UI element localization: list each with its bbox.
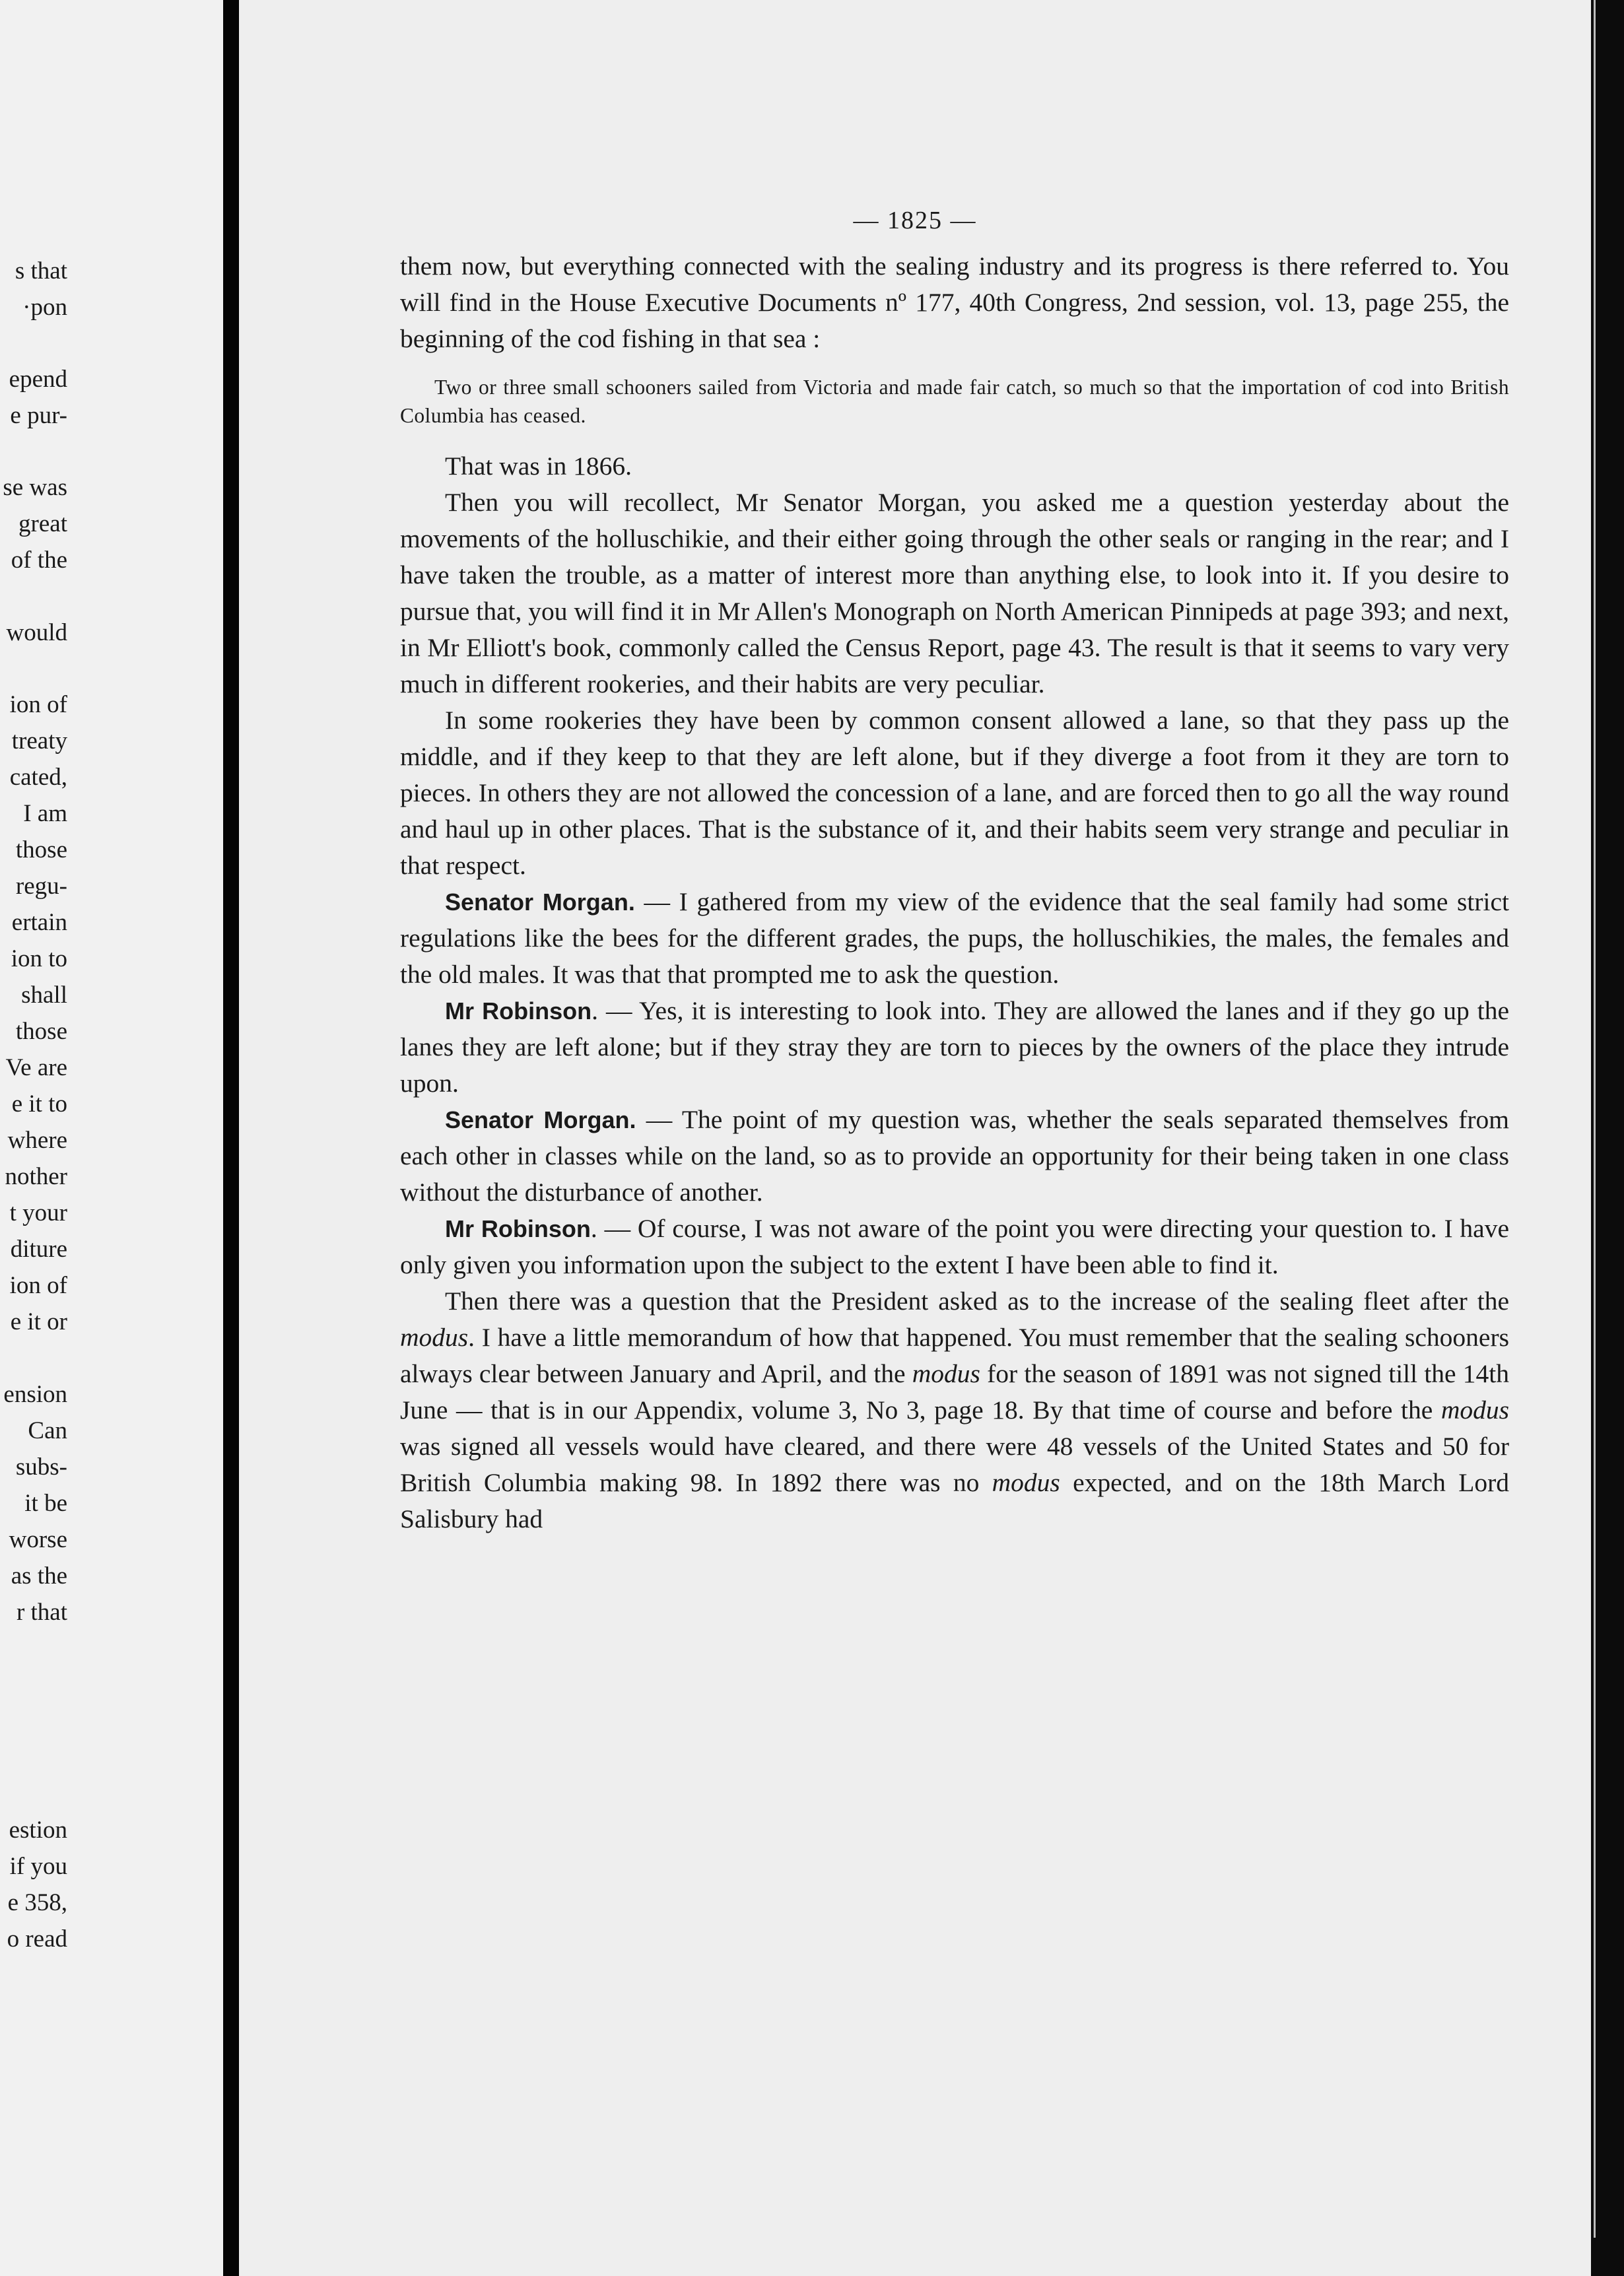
text-run: . I have a little memorandum of how that happened. You must remember that the sealing schooners always clear between January and April, and the — [400, 1323, 1509, 1388]
book-gutter — [223, 0, 239, 2276]
left-page-fragment — [0, 0, 223, 2276]
text-run: Then you will recollect, Mr Senator Morgan, you asked me a question yesterday about the movements of the holluschikie, and their either going through the other seals or ranging in the rear; and I have taken the trouble, as a matter of interest more than anything else, to look into it. If you desire to pursue that, you will find it in Mr Allen's Monograph on North American Pinnipeds at page 393; and next, in Mr Elliott's book, commonly called the Census Report, page 43. The result is that it seems to vary very much in different rookeries, and their habits are very peculiar. — [400, 488, 1509, 698]
paragraph — [400, 993, 1509, 1102]
left-page-line: would — [6, 619, 67, 646]
paragraph — [400, 1283, 1509, 1537]
paragraph — [400, 485, 1509, 702]
speaker-name: Mr Robinson — [445, 997, 592, 1024]
paragraph — [400, 248, 1509, 357]
left-page-line: those — [15, 836, 67, 863]
paragraph — [400, 702, 1509, 884]
text-run: them now, but everything connected with the sealing industry and its progress is there referred to. You will find in the House Executive Documents nº 177, 40th Congress, 2nd session, vol. 13, page 255, the beginning of the cod fishing in that sea : — [400, 251, 1509, 353]
left-page-line: regu- — [15, 873, 67, 900]
text-run: — I gathered from my view of the evidence that the seal family had some strict regulations like the bees for the different grades, the pups, the holluschikies, the males, the females and the old males. It was that that prompted me to ask the question. — [400, 887, 1510, 989]
left-page-line: as the — [11, 1562, 67, 1590]
left-page-line: I am — [23, 800, 67, 827]
left-page-line: great — [18, 510, 67, 537]
left-page-line: s that — [15, 257, 67, 284]
text-run: was signed all vessels would have cleared, and there were 48 vessels of the United States and 50 for British Columbia making 98. In 1892 there was no — [400, 1432, 1509, 1497]
left-page-line: diture — [10, 1236, 67, 1263]
left-page-line: of the — [11, 547, 67, 574]
text-run: . — Yes, it is interesting to look into. They are allowed the lanes and if they go up the lanes they are left alone; but if they stray they are torn to pieces by the owners of the place they intrude upon. — [400, 996, 1509, 1098]
italic-term: modus — [400, 1323, 469, 1352]
text-run: That was in 1866. — [445, 452, 632, 481]
left-page-line: if you — [9, 1853, 67, 1880]
paragraph — [400, 884, 1509, 993]
text-run: — The point of my question was, whether the seals separated themselves from each other in classes while on the land, so as to provide an opportunity for their being taken in one class without the disturbance of another. — [400, 1105, 1510, 1207]
left-page-line: e it or — [10, 1308, 67, 1335]
left-page-line: nother — [5, 1163, 67, 1190]
right-page — [239, 0, 1591, 2276]
left-page-line: e it to — [11, 1090, 67, 1118]
page-number: — 1825 — — [853, 207, 977, 234]
left-page-line: subs- — [15, 1454, 67, 1481]
text-run: expected, and on the 18th March Lord Salisbury had — [400, 1468, 1509, 1533]
page-edge — [1591, 0, 1624, 2276]
left-page-line: ion of — [9, 691, 67, 718]
left-page-line: where — [7, 1127, 67, 1154]
italic-term: modus — [992, 1468, 1060, 1497]
left-page-line: ion to — [11, 945, 67, 972]
left-page-line: r that — [16, 1599, 67, 1626]
left-page-line: Can — [28, 1417, 67, 1444]
speaker-name: Senator Morgan. — [445, 1106, 636, 1133]
speaker-name: Senator Morgan. — [445, 888, 635, 916]
block-quote — [400, 373, 1509, 430]
left-page-line: t your — [9, 1199, 67, 1226]
italic-term: modus — [912, 1359, 980, 1388]
left-page-line: Ve are — [5, 1054, 67, 1081]
left-page-line: ension — [3, 1381, 67, 1408]
page-edge-line — [1594, 0, 1596, 2238]
left-page-line: e pur- — [10, 402, 67, 429]
left-page-line: ·pon — [22, 294, 67, 321]
left-page-line: cated, — [9, 764, 67, 791]
text-run: Then there was a question that the President asked as to the increase of the sealing fleet after the — [445, 1287, 1509, 1316]
left-page-line: e 358, — [7, 1889, 67, 1916]
left-page-line: worse — [9, 1526, 67, 1553]
paragraph — [400, 448, 1509, 485]
text-run: for the season of 1891 was not signed till the 14th June — that is in our Appendix, volume 3, No 3, page 18. By that time of course and before the — [400, 1359, 1509, 1424]
left-page-line: those — [15, 1018, 67, 1045]
left-page-line: treaty — [11, 727, 67, 754]
left-page-line: estion — [9, 1817, 67, 1844]
left-page-line: ertain — [11, 909, 67, 936]
left-page-line: it be — [24, 1490, 67, 1517]
left-page-line: se was — [3, 474, 67, 501]
paragraph — [400, 1211, 1509, 1283]
left-page-line: epend — [9, 366, 67, 393]
text-run: . — Of course, I was not aware of the point you were directing your question to. I have only given you information upon the subject to the extent I have been able to find it. — [400, 1214, 1509, 1279]
left-page-line: shall — [21, 982, 67, 1009]
text-run: Two or three small schooners sailed from Victoria and made fair catch, so much so that the importation of cod into British Columbia has ceased. — [400, 376, 1509, 427]
left-page-line: o read — [7, 1925, 67, 1953]
speaker-name: Mr Robinson — [445, 1215, 591, 1242]
left-page-line: ion of — [9, 1272, 67, 1299]
body-text — [400, 248, 1509, 1537]
italic-term: modus — [1440, 1395, 1509, 1424]
paragraph — [400, 1102, 1509, 1211]
text-run: In some rookeries they have been by common consent allowed a lane, so that they pass up the middle, and if they keep to that they are left alone, but if they diverge a foot from it they are torn to pieces. In others they are not allowed the concession of a lane, and are forced then to go all the way round and haul up in other places. That is the substance of it, and their habits seem very strange and peculiar in that respect. — [400, 706, 1509, 880]
